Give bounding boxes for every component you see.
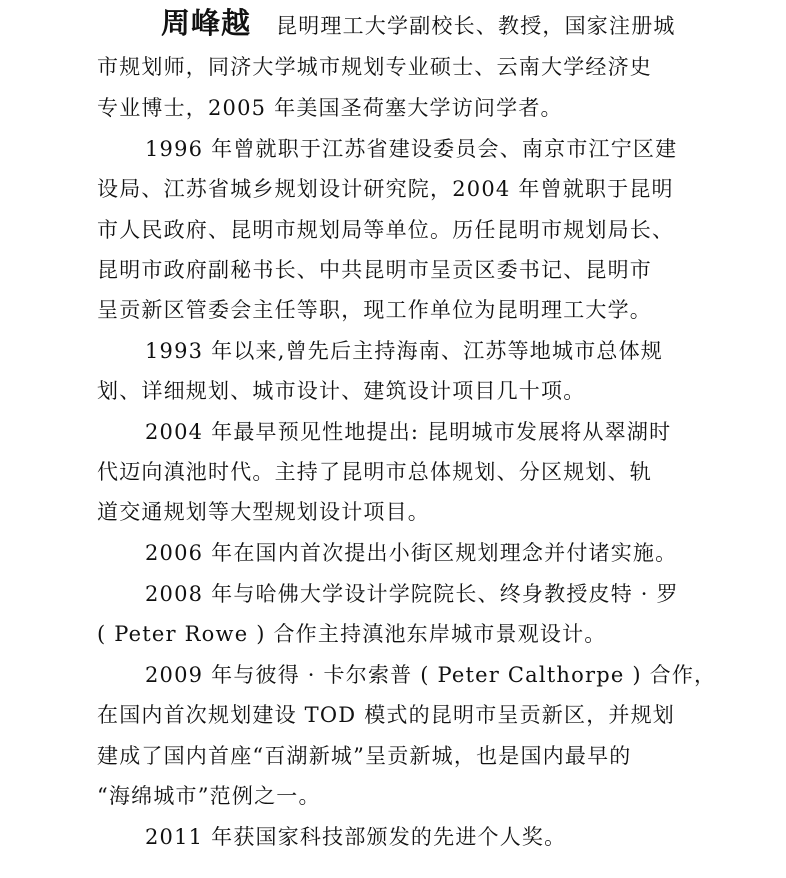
person-name: 周峰越	[161, 6, 252, 40]
bio-line: 划、详细规划、城市设计、建筑设计项目几十项。	[97, 379, 586, 403]
bio-line: 昆明理工大学副校长、教授，国家注册城	[276, 14, 676, 38]
bio-line: 设局、江苏省城乡规划设计研究院，2004 年曾就职于昆明	[97, 177, 674, 201]
bio-line: ( Peter Rowe ) 合作主持滇池东岸城市景观设计。	[97, 622, 607, 646]
bio-line: “海绵城市”范例之一。	[97, 784, 321, 808]
bio-line: 建成了国内首座“百湖新城”呈贡新城，也是国内最早的	[97, 744, 632, 768]
bio-line: 2004 年最早预见性地提出: 昆明城市发展将从翠湖时	[145, 420, 672, 444]
bio-line: 2006 年在国内首次提出小街区规划理念并付诸实施。	[145, 541, 678, 565]
bio-line: 1993 年以来,曾先后主持海南、江苏等地城市总体规	[145, 339, 663, 363]
bio-line: 在国内首次规划建设 TOD 模式的昆明市呈贡新区，并规划	[97, 703, 676, 727]
bio-line: 市规划师，同济大学城市规划专业硕士、云南大学经济史	[97, 55, 652, 79]
bio-line: 呈贡新区管委会主任等职，现工作单位为昆明理工大学。	[97, 298, 652, 322]
bio-line: 代迈向滇池时代。主持了昆明市总体规划、分区规划、轨	[97, 460, 652, 484]
bio-line: 2009 年与彼得 · 卡尔索普 ( Peter Calthorpe ) 合作，	[145, 663, 717, 687]
bio-line: 昆明市政府副秘书长、中共昆明市呈贡区委书记、昆明市	[97, 258, 652, 282]
bio-line: 道交通规划等大型规划设计项目。	[97, 500, 430, 524]
bio-line: 专业博士，2005 年美国圣荷塞大学访问学者。	[97, 96, 563, 120]
bio-line: 市人民政府、昆明市规划局等单位。历任昆明市规划局长、	[97, 218, 675, 242]
bio-line: 2008 年与哈佛大学设计学院院长、终身教授皮特 · 罗	[145, 582, 679, 606]
bio-line: 1996 年曾就职于江苏省建设委员会、南京市江宁区建	[145, 137, 678, 161]
bio-line: 2011 年获国家科技部颁发的先进个人奖。	[145, 825, 567, 849]
